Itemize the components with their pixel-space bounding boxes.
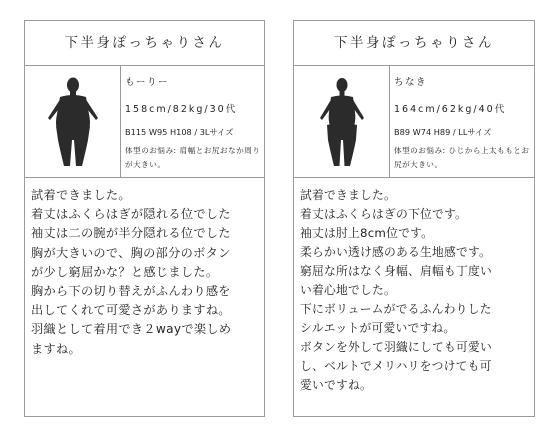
review-line: シルエットが可愛いですね。: [300, 321, 456, 335]
review-line: が少し窮屈かな？と感じました。: [31, 264, 219, 279]
review-line: 愛いですね。: [300, 378, 372, 392]
card-title: 下半身ぽっちゃりさん: [294, 21, 534, 66]
review-line: 袖丈は肘上8cm位です。: [300, 226, 434, 240]
review-line: 胸から下の切り替えがふんわり感を: [31, 284, 231, 299]
card-title: 下半身ぽっちゃりさん: [25, 21, 264, 66]
body-sizes: B115 W95 H108 / 3Lサイズ: [125, 127, 234, 137]
measurements: 164cm/62kg/40代: [394, 104, 507, 115]
review-line: 出してくれて可愛さがありますね。: [31, 303, 231, 318]
review-text: [25, 178, 264, 359]
review-line: い着心地でした。: [300, 283, 396, 297]
review-line: 試着できました。: [300, 188, 396, 202]
review-line: 羽織として着用でき２wayで楽しめ: [31, 322, 232, 337]
profile-row: [294, 66, 534, 178]
body-silhouette-icon: [42, 76, 104, 168]
measurements: 158cm/82kg/30代: [125, 104, 238, 115]
body-concern: 体型のお悩み: 肩幅とお尻おなか周りが大きい。: [125, 146, 261, 169]
review-line: ますね。: [31, 341, 81, 356]
review-card-1: [24, 20, 265, 417]
review-line: 下にボリュームがでるふんわりした: [300, 302, 492, 316]
review-line: ボタンを外して羽織にしても可愛い: [300, 340, 492, 354]
stats-panel: [121, 66, 264, 177]
reviewer-name: もーりー: [125, 77, 170, 88]
review-line: 袖丈は二の腕が半分隠れる位でした: [31, 226, 231, 241]
review-line: し、ベルトでメリハリをつけても可: [300, 359, 492, 373]
reviewer-name: ちなき: [394, 77, 428, 88]
body-sizes: B89 W74 H89 / LLサイズ: [394, 127, 492, 137]
review-line: 着丈はふくらはぎの下位です。: [300, 207, 468, 221]
review-line: 試着できました。: [31, 188, 131, 202]
body-concern: 体型のお悩み: ひじから上太ももとお尻が大きい。: [394, 146, 530, 169]
figure-cell: [294, 66, 390, 177]
figure-cell: [25, 66, 121, 177]
review-line: 着丈はふくらはぎが隠れる位でした: [31, 207, 231, 222]
review-text: [294, 178, 534, 395]
review-line: 胸が大きいので、胸の部分のボタン: [31, 245, 231, 260]
body-silhouette-icon: [311, 76, 373, 168]
profile-row: [25, 66, 264, 178]
stats-panel: [390, 66, 534, 177]
review-card-2: [293, 20, 535, 417]
review-line: 窮屈な所はなく身幅、肩幅も丁度い: [300, 264, 492, 278]
review-line: 柔らかい透け感のある生地感です。: [300, 245, 492, 259]
